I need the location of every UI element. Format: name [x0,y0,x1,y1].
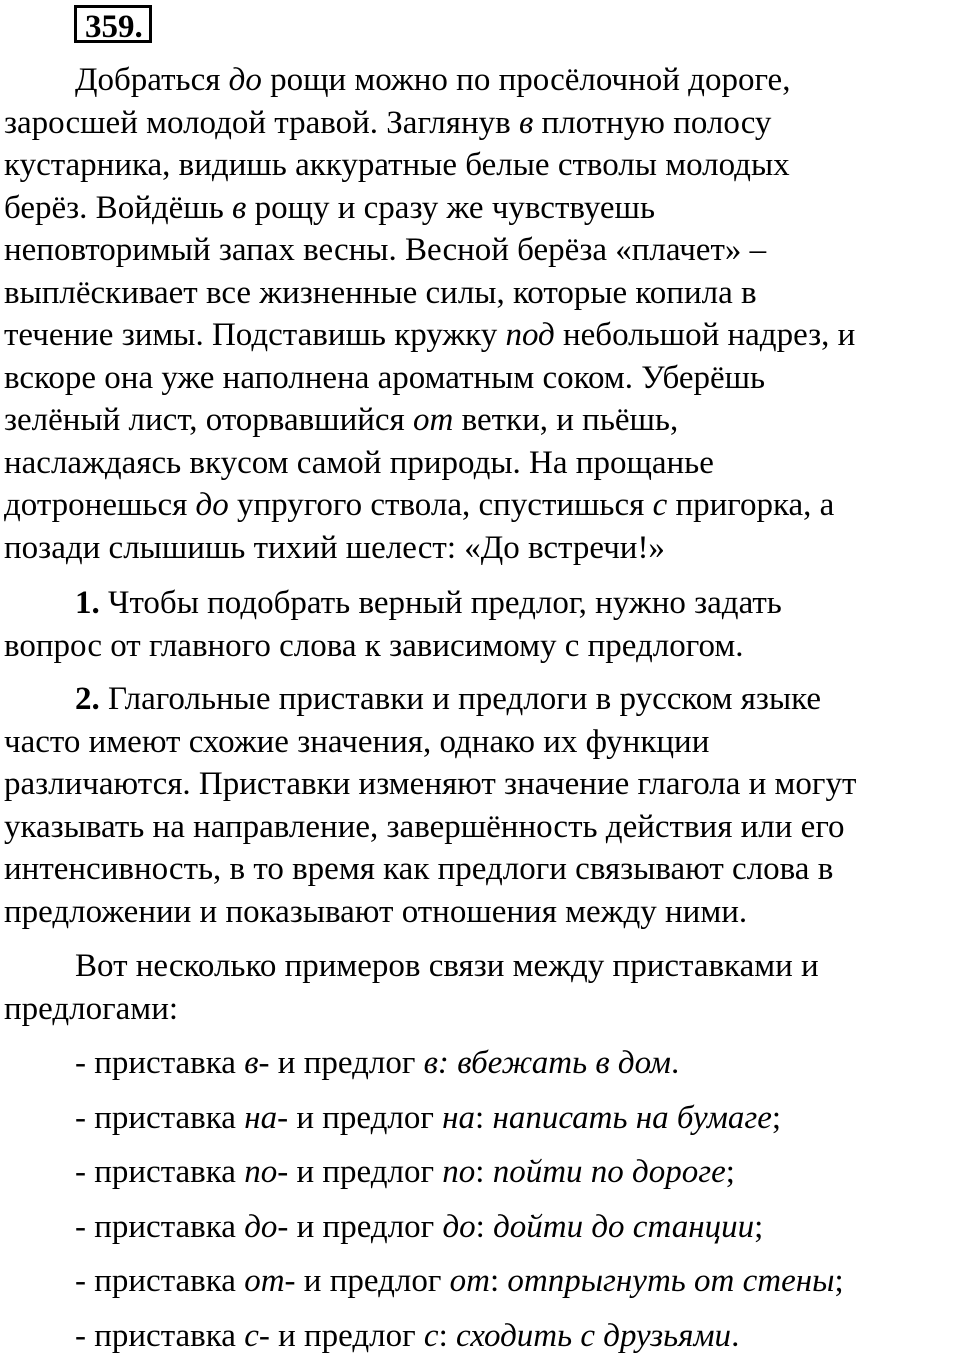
exercise-number: 359 [85,9,135,45]
preposition: в: [424,1045,449,1081]
exercise-number-box [74,5,152,43]
list-item: - приставка до- и предлог до: дойти до станции; [4,1200,956,1255]
highlighted-preposition: в [519,105,533,141]
task-number: 1. [75,585,100,621]
text-line: неповторимый запах весны. Весной берёза «плачет» – [4,229,956,272]
highlighted-preposition: до [229,62,262,98]
example-phrase: вбежать в дом [457,1045,671,1081]
prefix: по- [244,1154,288,1190]
main-text [4,59,956,569]
list-item: - приставка на- и предлог на: написать на бумаге; [4,1091,956,1146]
text-line: берёз. Войдёшь в рощу и сразу же чувствуешь [4,187,956,230]
text-line: указывать на направление, завершённость действия или его [4,806,956,849]
text-line: выплёскивает все жизненные силы, которые копила в [4,272,956,315]
task-number: 2. [75,681,100,717]
text-line: Добраться до рощи можно по просёлочной дороге, [4,59,956,102]
text-line: вопрос от главного слова к зависимому с предлогом. [4,625,956,668]
task-1 [4,582,956,667]
example-phrase: написать на бумаге [492,1100,771,1136]
text-line: течение зимы. Подставишь кружку под небольшой надрез, и [4,314,956,357]
prefix: на- [244,1100,288,1136]
text-line: предложении и показывают отношения между ними. [4,891,956,934]
text-line: 1. Чтобы подобрать верный предлог, нужно задать [4,582,956,625]
text-line: позади слышишь тихий шелест: «До встречи!» [4,527,956,570]
example-phrase: отпрыгнуть от стены [507,1263,834,1299]
text-line: зелёный лист, оторвавшийся от ветки, и пьёшь, [4,399,956,442]
examples-list [4,1036,956,1363]
preposition: до [442,1209,475,1245]
examples-intro [4,945,956,1030]
prefix: от- [244,1263,295,1299]
highlighted-preposition: в [232,190,246,226]
preposition: по [442,1154,475,1190]
task-2 [4,678,956,933]
list-item: - приставка по- и предлог по: пойти по дороге; [4,1145,956,1200]
preposition: на [442,1100,475,1136]
highlighted-preposition: под [505,317,554,353]
text-line: 2. Глагольные приставки и предлоги в русском языке [4,678,956,721]
preposition: от [450,1263,490,1299]
text-line: интенсивность, в то время как предлоги связывают слова в [4,848,956,891]
highlighted-preposition: до [196,487,229,523]
text-line: вскоре она уже наполнена ароматным соком. Уберёшь [4,357,956,400]
example-phrase: дойти до станции [493,1209,754,1245]
prefix: в- [244,1045,269,1081]
list-item: - приставка с- и предлог с: сходить с друзьями. [4,1309,956,1363]
highlighted-preposition: от [413,402,453,438]
text-line: дотронешься до упругого ствола, спустишься с пригорка, а [4,484,956,527]
text-line: предлогами: [4,988,956,1031]
prefix: до- [244,1209,288,1245]
preposition: с [424,1318,439,1354]
exercise-number-dot: . [135,9,143,45]
text-line: заросшей молодой травой. Заглянув в плотную полосу [4,102,956,145]
text-line: Вот несколько примеров связи между приставками и [4,945,956,988]
text-line: часто имеют схожие значения, однако их функции [4,721,956,764]
example-phrase: пойти по дороге [493,1154,726,1190]
text-line: различаются. Приставки изменяют значение глагола и могут [4,763,956,806]
example-phrase: сходить с друзьями [456,1318,731,1354]
list-item: - приставка в- и предлог в: вбежать в дом. [4,1036,956,1091]
text-line: кустарника, видишь аккуратные белые стволы молодых [4,144,956,187]
highlighted-preposition: с [653,487,668,523]
text-line: наслаждаясь вкусом самой природы. На прощанье [4,442,956,485]
prefix: с- [244,1318,270,1354]
list-item: - приставка от- и предлог от: отпрыгнуть от стены; [4,1254,956,1309]
